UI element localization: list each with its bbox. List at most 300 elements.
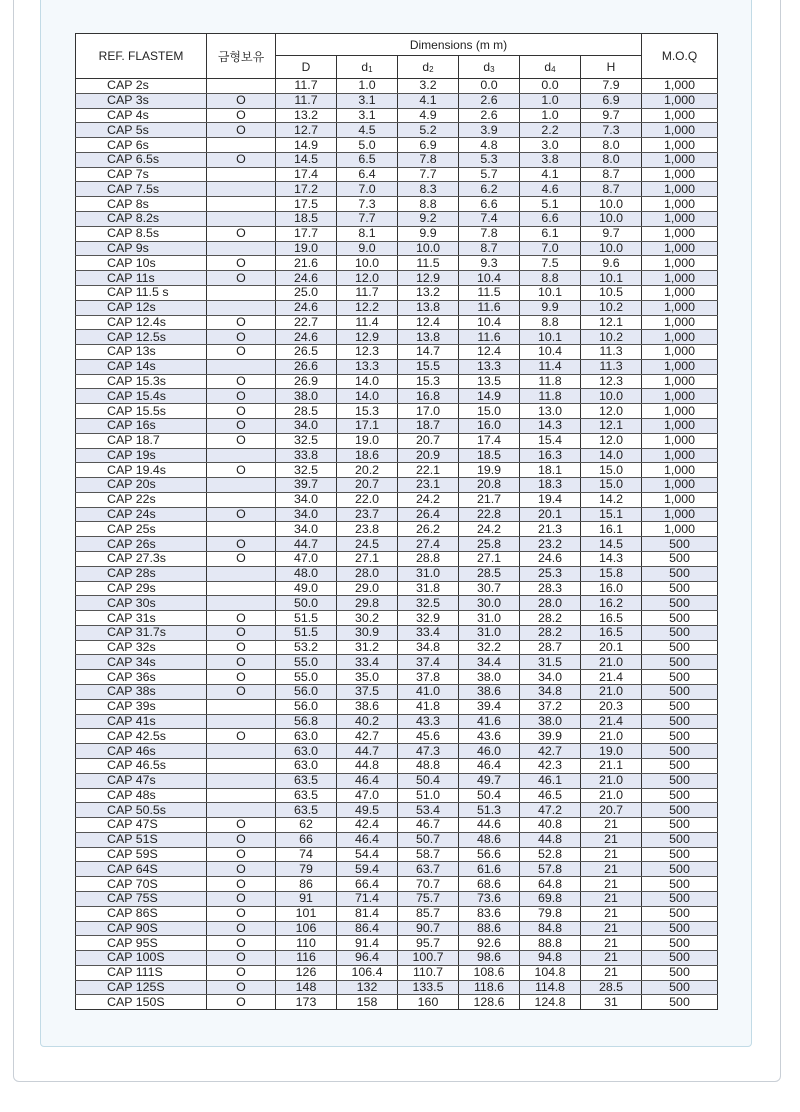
ref-cell: CAP 31.7s (76, 625, 207, 640)
mold-cell (207, 581, 276, 596)
d2-cell: 160 (398, 995, 459, 1010)
d1-cell: 30.2 (337, 611, 398, 626)
moq-cell: 1,000 (642, 271, 718, 286)
h-cell: 15.8 (581, 566, 642, 581)
moq-cell: 500 (642, 877, 718, 892)
mold-cell (207, 566, 276, 581)
d2-cell: 50.4 (398, 773, 459, 788)
d-cell: 11.7 (276, 79, 337, 94)
d1-cell: 3.1 (337, 108, 398, 123)
h-cell: 21.1 (581, 758, 642, 773)
h-cell: 10.0 (581, 197, 642, 212)
h-cell: 14.3 (581, 552, 642, 567)
d-cell: 28.5 (276, 404, 337, 419)
table-row (76, 699, 718, 714)
mold-cell: O (207, 404, 276, 419)
h-cell: 21 (581, 951, 642, 966)
moq-cell: 1,000 (642, 345, 718, 360)
h-cell: 20.1 (581, 640, 642, 655)
d4-cell: 10.4 (520, 345, 581, 360)
d2-cell: 41.8 (398, 699, 459, 714)
table-row (76, 566, 718, 581)
d2-cell: 100.7 (398, 951, 459, 966)
d1-cell: 54.4 (337, 847, 398, 862)
d4-cell: 28.2 (520, 625, 581, 640)
d1-cell: 44.7 (337, 744, 398, 759)
d3-cell: 27.1 (459, 552, 520, 567)
ref-cell: CAP 15.5s (76, 404, 207, 419)
d4-cell: 3.0 (520, 138, 581, 153)
d4-cell: 2.2 (520, 123, 581, 138)
mold-cell: O (207, 862, 276, 877)
ref-cell: CAP 38s (76, 685, 207, 700)
d3-cell: 2.6 (459, 93, 520, 108)
d1-cell: 12.0 (337, 271, 398, 286)
mold-cell (207, 492, 276, 507)
mold-cell: O (207, 433, 276, 448)
ref-cell: CAP 14s (76, 359, 207, 374)
d-cell: 110 (276, 936, 337, 951)
table-row (76, 862, 718, 877)
table-row (76, 463, 718, 478)
table-row (76, 921, 718, 936)
table-row (76, 300, 718, 315)
d4-cell: 11.8 (520, 389, 581, 404)
d2-cell: 12.4 (398, 315, 459, 330)
ref-cell: CAP 24s (76, 507, 207, 522)
mold-cell (207, 788, 276, 803)
h-cell: 14.0 (581, 448, 642, 463)
cap-dimensions-table (75, 33, 718, 1010)
d-cell: 51.5 (276, 611, 337, 626)
d-cell: 17.2 (276, 182, 337, 197)
h-cell: 10.2 (581, 330, 642, 345)
d4-cell: 46.5 (520, 788, 581, 803)
d4-cell: 16.3 (520, 448, 581, 463)
mold-cell (207, 522, 276, 537)
h-cell: 21 (581, 847, 642, 862)
d1-cell: 30.9 (337, 625, 398, 640)
ref-cell: CAP 31s (76, 611, 207, 626)
d-cell: 148 (276, 980, 337, 995)
table-row (76, 330, 718, 345)
d2-cell: 95.7 (398, 936, 459, 951)
table-row (76, 522, 718, 537)
d1-cell: 35.0 (337, 670, 398, 685)
h-cell: 21.0 (581, 729, 642, 744)
d-cell: 24.6 (276, 271, 337, 286)
mold-cell (207, 197, 276, 212)
ref-cell: CAP 95S (76, 936, 207, 951)
ref-cell: CAP 6s (76, 138, 207, 153)
d1-cell: 5.0 (337, 138, 398, 153)
d1-cell: 12.9 (337, 330, 398, 345)
ref-cell: CAP 42.5s (76, 729, 207, 744)
moq-cell: 500 (642, 552, 718, 567)
d4-cell: 104.8 (520, 965, 581, 980)
moq-cell: 500 (642, 906, 718, 921)
d-cell: 63.5 (276, 803, 337, 818)
d3-cell: 16.0 (459, 418, 520, 433)
d2-cell: 8.3 (398, 182, 459, 197)
h-cell: 8.7 (581, 182, 642, 197)
d2-cell: 4.9 (398, 108, 459, 123)
ref-cell: CAP 3s (76, 93, 207, 108)
d1-cell: 132 (337, 980, 398, 995)
h-cell: 15.1 (581, 507, 642, 522)
ref-cell: CAP 11s (76, 271, 207, 286)
table-row (76, 93, 718, 108)
d-cell: 126 (276, 965, 337, 980)
d1-cell: 38.6 (337, 699, 398, 714)
d4-cell: 38.0 (520, 714, 581, 729)
moq-cell: 1,000 (642, 197, 718, 212)
d1-cell: 29.8 (337, 596, 398, 611)
d3-cell: 2.6 (459, 108, 520, 123)
ref-cell: CAP 8s (76, 197, 207, 212)
h-cell: 10.5 (581, 285, 642, 300)
h-cell: 21 (581, 936, 642, 951)
d2-cell: 37.4 (398, 655, 459, 670)
d-cell: 22.7 (276, 315, 337, 330)
d2-cell: 32.9 (398, 611, 459, 626)
moq-cell: 500 (642, 566, 718, 581)
d3-cell: 5.3 (459, 152, 520, 167)
ref-cell: CAP 28s (76, 566, 207, 581)
col-d3-header: $d_3$ (459, 56, 520, 79)
ref-cell: CAP 86S (76, 906, 207, 921)
d1-cell: 46.4 (337, 773, 398, 788)
moq-cell: 500 (642, 537, 718, 552)
d4-cell: 39.9 (520, 729, 581, 744)
d-cell: 47.0 (276, 552, 337, 567)
d1-cell: 49.5 (337, 803, 398, 818)
d2-cell: 13.8 (398, 330, 459, 345)
ref-cell: CAP 51S (76, 832, 207, 847)
ref-cell: CAP 39s (76, 699, 207, 714)
d2-cell: 10.0 (398, 241, 459, 256)
d1-cell: 11.7 (337, 285, 398, 300)
moq-cell: 500 (642, 596, 718, 611)
d4-cell: 40.8 (520, 818, 581, 833)
d2-cell: 53.4 (398, 803, 459, 818)
d2-cell: 51.0 (398, 788, 459, 803)
d2-cell: 90.7 (398, 921, 459, 936)
d-cell: 11.7 (276, 93, 337, 108)
h-cell: 9.7 (581, 108, 642, 123)
d1-cell: 13.3 (337, 359, 398, 374)
ref-cell: CAP 32s (76, 640, 207, 655)
d3-cell: 17.4 (459, 433, 520, 448)
d-cell: 26.6 (276, 359, 337, 374)
d3-cell: 92.6 (459, 936, 520, 951)
d4-cell: 18.1 (520, 463, 581, 478)
d-cell: 44.7 (276, 537, 337, 552)
d-cell: 32.5 (276, 433, 337, 448)
d1-cell: 23.7 (337, 507, 398, 522)
ref-cell: CAP 64S (76, 862, 207, 877)
h-cell: 21.0 (581, 655, 642, 670)
mold-cell: O (207, 877, 276, 892)
d4-cell: 14.3 (520, 418, 581, 433)
table-row (76, 832, 718, 847)
table-row (76, 655, 718, 670)
col-D-header: D (276, 56, 337, 79)
d3-cell: 31.0 (459, 611, 520, 626)
d2-cell: 22.1 (398, 463, 459, 478)
ref-cell: CAP 13s (76, 345, 207, 360)
d3-cell: 88.6 (459, 921, 520, 936)
ref-cell: CAP 15.3s (76, 374, 207, 389)
d-cell: 63.0 (276, 758, 337, 773)
d-cell: 34.0 (276, 492, 337, 507)
d2-cell: 15.3 (398, 374, 459, 389)
mold-cell (207, 803, 276, 818)
h-cell: 31 (581, 995, 642, 1010)
ref-cell: CAP 9s (76, 241, 207, 256)
moq-cell: 1,000 (642, 300, 718, 315)
d-cell: 56.0 (276, 699, 337, 714)
ref-cell: CAP 15.4s (76, 389, 207, 404)
mold-cell: O (207, 374, 276, 389)
d1-cell: 40.2 (337, 714, 398, 729)
d4-cell: 1.0 (520, 108, 581, 123)
d3-cell: 28.5 (459, 566, 520, 581)
table-row (76, 744, 718, 759)
moq-cell: 500 (642, 832, 718, 847)
mold-cell (207, 167, 276, 182)
ref-cell: CAP 75S (76, 891, 207, 906)
ref-cell: CAP 30s (76, 596, 207, 611)
d-cell: 24.6 (276, 330, 337, 345)
d2-cell: 13.8 (398, 300, 459, 315)
ref-cell: CAP 25s (76, 522, 207, 537)
d-cell: 26.5 (276, 345, 337, 360)
mold-header: 금형보유 (207, 34, 276, 79)
d-cell: 49.0 (276, 581, 337, 596)
d4-cell: 52.8 (520, 847, 581, 862)
d-cell: 55.0 (276, 670, 337, 685)
moq-cell: 500 (642, 611, 718, 626)
mold-cell: O (207, 729, 276, 744)
d2-cell: 17.0 (398, 404, 459, 419)
moq-cell: 500 (642, 965, 718, 980)
table-row (76, 729, 718, 744)
ref-cell: CAP 12s (76, 300, 207, 315)
d2-cell: 4.1 (398, 93, 459, 108)
moq-cell: 1,000 (642, 79, 718, 94)
mold-cell: O (207, 271, 276, 286)
h-cell: 21 (581, 818, 642, 833)
d3-cell: 0.0 (459, 79, 520, 94)
d1-cell: 29.0 (337, 581, 398, 596)
table-row (76, 891, 718, 906)
d4-cell: 64.8 (520, 877, 581, 892)
h-cell: 12.0 (581, 433, 642, 448)
mold-cell: O (207, 152, 276, 167)
moq-header: M.O.Q (642, 34, 718, 79)
d1-cell: 10.0 (337, 256, 398, 271)
mold-cell: O (207, 123, 276, 138)
d3-cell: 10.4 (459, 271, 520, 286)
d4-cell: 44.8 (520, 832, 581, 847)
table-row (76, 670, 718, 685)
d2-cell: 13.2 (398, 285, 459, 300)
d2-cell: 23.1 (398, 478, 459, 493)
d-cell: 34.0 (276, 507, 337, 522)
table-row (76, 980, 718, 995)
table-row (76, 758, 718, 773)
h-cell: 12.1 (581, 315, 642, 330)
ref-cell: CAP 59S (76, 847, 207, 862)
d3-cell: 12.4 (459, 345, 520, 360)
mold-cell: O (207, 463, 276, 478)
d3-cell: 46.4 (459, 758, 520, 773)
ref-cell: CAP 2s (76, 79, 207, 94)
d3-cell: 41.6 (459, 714, 520, 729)
d2-cell: 7.8 (398, 152, 459, 167)
table-row (76, 877, 718, 892)
ref-cell: CAP 19.4s (76, 463, 207, 478)
ref-cell: CAP 20s (76, 478, 207, 493)
d-cell: 79 (276, 862, 337, 877)
ref-cell: CAP 12.4s (76, 315, 207, 330)
moq-cell: 1,000 (642, 93, 718, 108)
mold-cell (207, 773, 276, 788)
mold-cell: O (207, 921, 276, 936)
d2-cell: 6.9 (398, 138, 459, 153)
d1-cell: 59.4 (337, 862, 398, 877)
d3-cell: 83.6 (459, 906, 520, 921)
mold-cell (207, 699, 276, 714)
h-cell: 21.0 (581, 788, 642, 803)
d3-cell: 30.7 (459, 581, 520, 596)
d-cell: 34.0 (276, 522, 337, 537)
mold-cell: O (207, 226, 276, 241)
h-cell: 21 (581, 862, 642, 877)
d3-cell: 4.8 (459, 138, 520, 153)
d4-cell: 79.8 (520, 906, 581, 921)
table-row (76, 847, 718, 862)
mold-cell: O (207, 537, 276, 552)
moq-cell: 500 (642, 818, 718, 833)
d1-cell: 8.1 (337, 226, 398, 241)
d3-cell: 11.5 (459, 285, 520, 300)
d1-cell: 7.0 (337, 182, 398, 197)
moq-cell: 1,000 (642, 123, 718, 138)
table-row (76, 433, 718, 448)
mold-cell (207, 448, 276, 463)
d3-cell: 34.4 (459, 655, 520, 670)
table-row (76, 773, 718, 788)
d2-cell: 43.3 (398, 714, 459, 729)
d4-cell: 4.1 (520, 167, 581, 182)
table-row (76, 167, 718, 182)
d1-cell: 22.0 (337, 492, 398, 507)
d-cell: 26.9 (276, 374, 337, 389)
ref-cell: CAP 10s (76, 256, 207, 271)
ref-cell: CAP 50.5s (76, 803, 207, 818)
d1-cell: 33.4 (337, 655, 398, 670)
mold-cell: O (207, 670, 276, 685)
h-cell: 10.2 (581, 300, 642, 315)
mold-cell (207, 138, 276, 153)
mold-cell: O (207, 980, 276, 995)
d-cell: 17.7 (276, 226, 337, 241)
table-row (76, 285, 718, 300)
d-cell: 19.0 (276, 241, 337, 256)
d4-cell: 42.7 (520, 744, 581, 759)
h-cell: 10.0 (581, 241, 642, 256)
d3-cell: 38.0 (459, 670, 520, 685)
d3-cell: 25.8 (459, 537, 520, 552)
table-row (76, 640, 718, 655)
d2-cell: 32.5 (398, 596, 459, 611)
h-cell: 21 (581, 877, 642, 892)
h-cell: 21.0 (581, 685, 642, 700)
moq-cell: 1,000 (642, 389, 718, 404)
ref-cell: CAP 8.2s (76, 212, 207, 227)
table-row (76, 108, 718, 123)
d2-cell: 3.2 (398, 79, 459, 94)
h-cell: 8.7 (581, 167, 642, 182)
h-cell: 8.0 (581, 152, 642, 167)
ref-cell: CAP 6.5s (76, 152, 207, 167)
mold-cell (207, 212, 276, 227)
table-row (76, 315, 718, 330)
h-cell: 7.9 (581, 79, 642, 94)
d1-cell: 28.0 (337, 566, 398, 581)
d4-cell: 124.8 (520, 995, 581, 1010)
d1-cell: 1.0 (337, 79, 398, 94)
d1-cell: 18.6 (337, 448, 398, 463)
moq-cell: 500 (642, 862, 718, 877)
h-cell: 12.1 (581, 418, 642, 433)
d-cell: 86 (276, 877, 337, 892)
moq-cell: 500 (642, 699, 718, 714)
h-cell: 9.6 (581, 256, 642, 271)
d4-cell: 10.1 (520, 285, 581, 300)
d-cell: 101 (276, 906, 337, 921)
h-cell: 21 (581, 921, 642, 936)
d4-cell: 1.0 (520, 93, 581, 108)
moq-cell: 500 (642, 951, 718, 966)
ref-cell: CAP 47s (76, 773, 207, 788)
d4-cell: 46.1 (520, 773, 581, 788)
moq-cell: 1,000 (642, 492, 718, 507)
d-cell: 18.5 (276, 212, 337, 227)
d3-cell: 49.7 (459, 773, 520, 788)
d3-cell: 13.5 (459, 374, 520, 389)
d3-cell: 3.9 (459, 123, 520, 138)
ref-cell: CAP 70S (76, 877, 207, 892)
h-cell: 21 (581, 906, 642, 921)
h-cell: 12.0 (581, 404, 642, 419)
d3-cell: 46.0 (459, 744, 520, 759)
d-cell: 116 (276, 951, 337, 966)
d1-cell: 6.5 (337, 152, 398, 167)
d3-cell: 8.7 (459, 241, 520, 256)
d2-cell: 58.7 (398, 847, 459, 862)
mold-cell: O (207, 315, 276, 330)
d2-cell: 14.7 (398, 345, 459, 360)
moq-cell: 1,000 (642, 478, 718, 493)
d4-cell: 28.0 (520, 596, 581, 611)
table-row (76, 182, 718, 197)
d3-cell: 128.6 (459, 995, 520, 1010)
table-row (76, 611, 718, 626)
mold-cell: O (207, 965, 276, 980)
